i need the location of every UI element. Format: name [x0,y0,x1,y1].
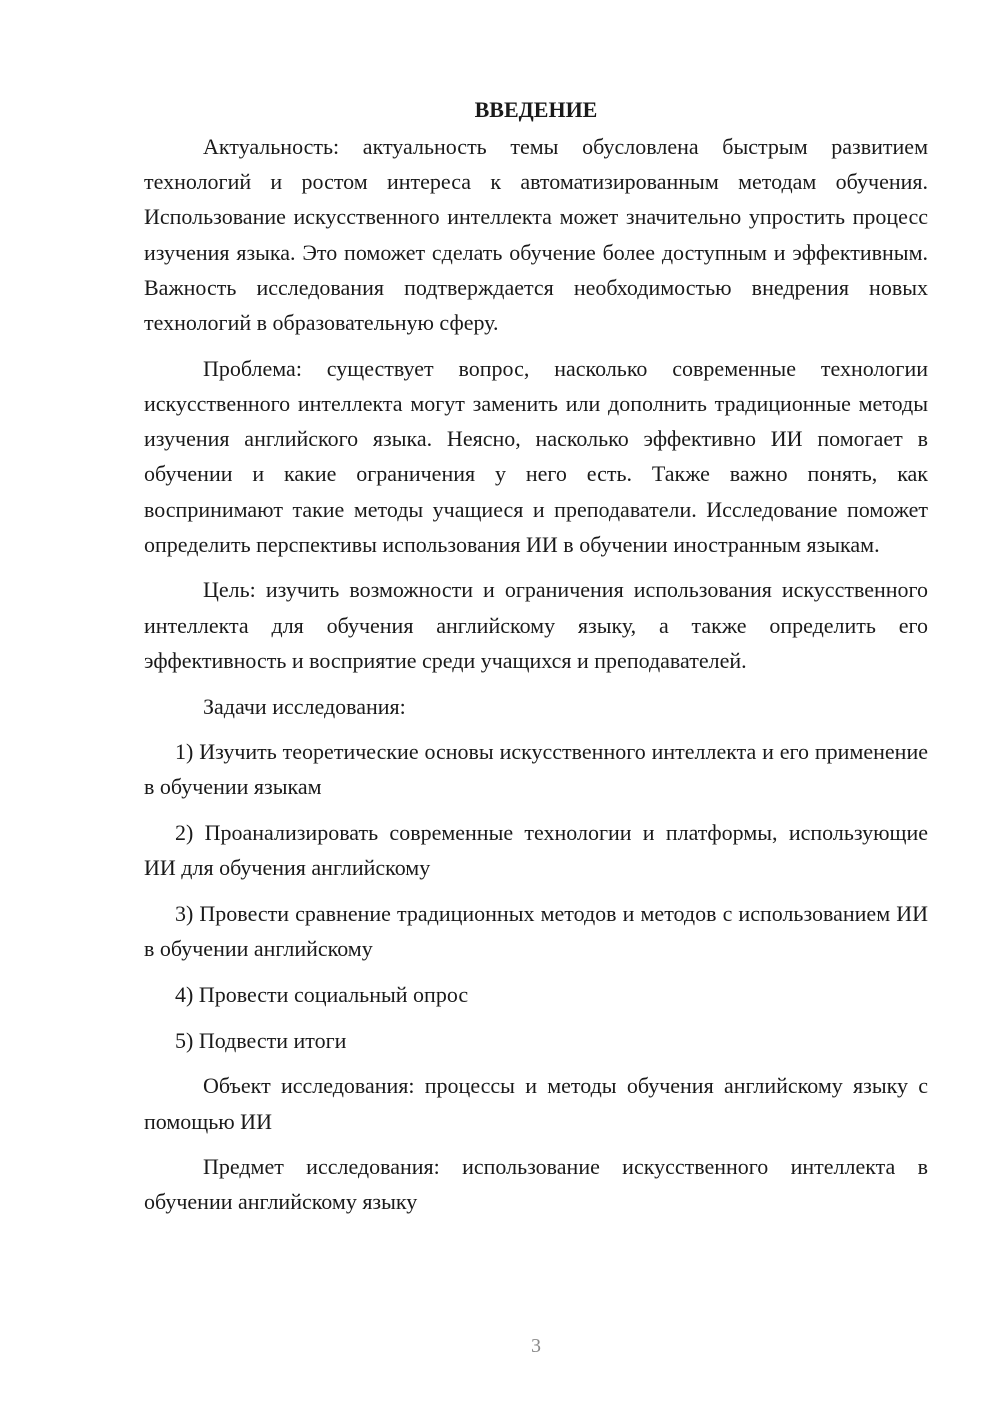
task-item: 5) Подвести итоги [175,1027,347,1053]
task-item: 3) Провести сравнение традиционных методов и методов с использованием ИИ в обучении английскому [144,901,928,962]
task-item: 2) Проанализировать современные технологии и платформы, использующие ИИ для обучения английскому [144,820,928,881]
relevance-paragraph: Актуальность: актуальность темы обусловлена быстрым развитием технологий и ростом интереса к автоматизированным методам обучения. Использование искусственного интеллекта может значительно упростить процесс изучения языка. Это поможет сделать обучение более доступным и эффективным. Важность исследования подтверждается необходимостью внедрения новых технологий в образовательную сферу. [144,134,928,336]
problem-paragraph: Проблема: существует вопрос, насколько современные технологии искусственного интеллекта могут заменить или дополнить традиционные методы изучения английского языка. Неясно, насколько эффективно ИИ помогает в обучении и какие ограничения у него есть. Также важно понять, как воспринимают такие методы учащиеся и преподаватели. Исследование поможет определить перспективы использования ИИ в обучении иностранным языкам. [144,355,928,557]
document-page [144,92,928,1220]
task-item: 4) Провести социальный опрос [175,981,469,1007]
page-number: 3 [531,1335,541,1357]
object-paragraph: Объект исследования: процессы и методы обучения английскому языку с помощью ИИ [144,1073,928,1134]
section-heading: ВВЕДЕНИЕ [474,97,598,122]
task-item: 1) Изучить теоретические основы искусственного интеллекта и его применение в обучении языкам [144,739,928,800]
subject-paragraph: Предмет исследования: использование искусственного интеллекта в обучении английскому языку [144,1154,928,1215]
tasks-heading: Задачи исследования: [203,693,406,719]
goal-paragraph: Цель: изучить возможности и ограничения использования искусственного интеллекта для обучения английскому языку, а также определить его эффективность и восприятие среди учащихся и преподавателей. [144,577,928,673]
